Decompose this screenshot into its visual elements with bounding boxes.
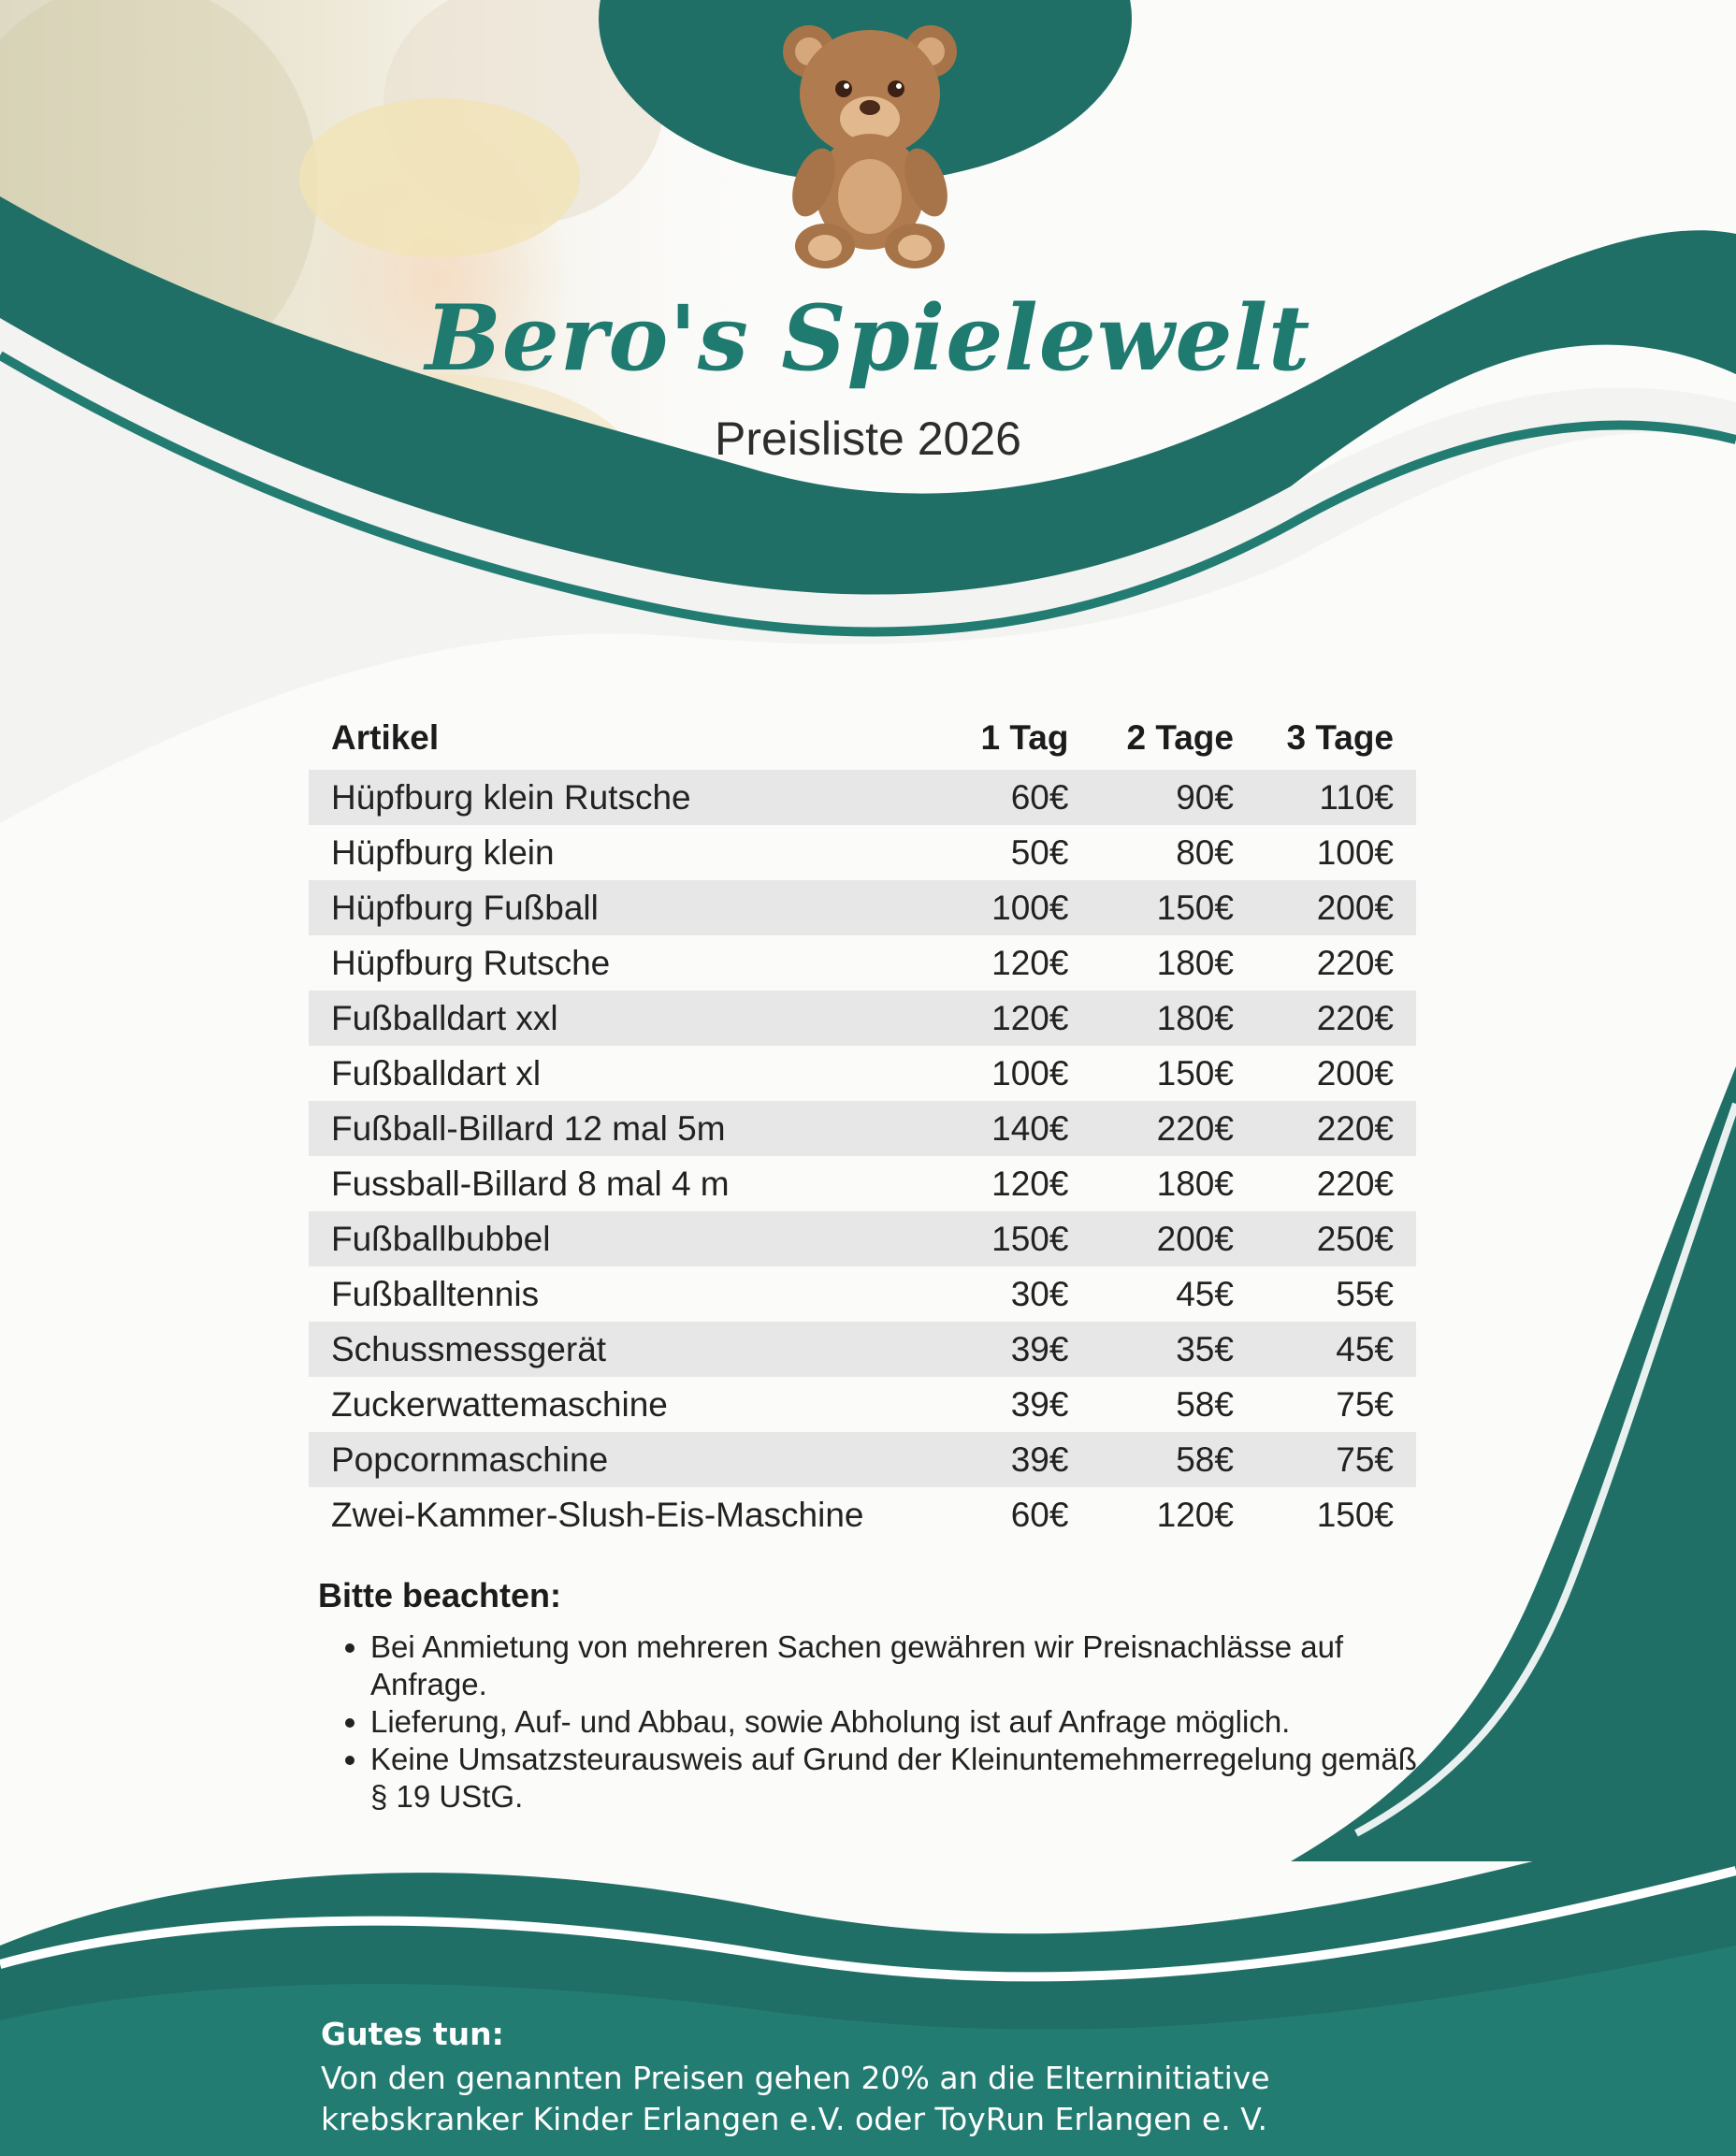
price-table — [309, 706, 1416, 1542]
table-row — [309, 991, 1416, 1046]
item-name: Hüpfburg klein Rutsche — [309, 770, 950, 825]
price-3-days: 220€ — [1316, 1164, 1394, 1203]
price-2-days: 35€ — [1068, 1322, 1234, 1377]
item-name: Zuckerwattemaschine — [331, 1384, 668, 1424]
price-2-days: 200€ — [1068, 1211, 1234, 1266]
table-row — [309, 1046, 1416, 1101]
charity-section — [321, 2016, 1630, 2140]
item-name: Fußballtennis — [331, 1274, 540, 1313]
price-1-day: 120€ — [991, 943, 1069, 982]
item-name: Zwei-Kammer-Slush-Eis-Maschine — [331, 1495, 864, 1534]
price-3-days: 55€ — [1336, 1274, 1394, 1313]
price-3-days: 45€ — [1234, 1322, 1416, 1377]
table-row — [309, 880, 1416, 935]
price-1-day: 120€ — [950, 991, 1068, 1046]
price-2-days: 150€ — [1068, 880, 1234, 935]
item-name: Schussmessgerät — [309, 1322, 950, 1377]
column-header-1-tag: 1 Tag — [980, 718, 1069, 757]
price-2-days: 80€ — [1176, 832, 1234, 872]
price-1-day: 100€ — [991, 1053, 1069, 1092]
price-2-days: 90€ — [1068, 770, 1234, 825]
teddy-bear-illustration — [767, 14, 973, 276]
price-3-days: 220€ — [1234, 991, 1416, 1046]
price-2-days: 58€ — [1068, 1432, 1234, 1487]
column-header-3-tage: 3 Tage — [1286, 718, 1394, 757]
price-2-days: 180€ — [1156, 943, 1234, 982]
price-2-days: 150€ — [1156, 1053, 1234, 1092]
price-1-day: 100€ — [950, 880, 1068, 935]
table-row — [309, 1211, 1416, 1266]
price-2-days: 120€ — [1156, 1495, 1234, 1534]
price-3-days: 200€ — [1316, 1053, 1394, 1092]
list-item: • Lieferung, Auf- und Abbau, sowie Abholung ist auf Anfrage möglich. — [370, 1703, 1440, 1741]
table-header-row — [309, 706, 1416, 770]
table-row — [309, 1377, 1416, 1432]
item-name: Fußballdart xl — [331, 1053, 542, 1092]
price-1-day: 30€ — [1010, 1274, 1069, 1313]
table-row — [309, 1487, 1416, 1542]
price-3-days: 75€ — [1336, 1384, 1394, 1424]
notes-section — [318, 1576, 1440, 1816]
charity-title: Gutes tun: — [321, 2016, 504, 2052]
list-item: • Keine Umsatzsteurausweis auf Grund der Kleinuntemehmerregelung gemäß § 19 UStG. — [370, 1741, 1440, 1816]
price-3-days: 250€ — [1234, 1211, 1416, 1266]
price-3-days: 110€ — [1234, 770, 1416, 825]
item-name: Fußball-Billard 12 mal 5m — [309, 1101, 950, 1156]
price-3-days: 150€ — [1316, 1495, 1394, 1534]
table-row — [309, 1322, 1416, 1377]
notes-list — [318, 1628, 1440, 1816]
price-3-days: 220€ — [1316, 943, 1394, 982]
item-name: Hüpfburg Fußball — [309, 880, 950, 935]
price-3-days: 200€ — [1234, 880, 1416, 935]
table-row — [309, 1156, 1416, 1211]
table-row — [309, 825, 1416, 880]
item-name: Fußballdart xxl — [309, 991, 950, 1046]
price-3-days: 100€ — [1316, 832, 1394, 872]
price-2-days: 58€ — [1176, 1384, 1234, 1424]
notes-title: Bitte beachten: — [318, 1576, 562, 1614]
price-2-days: 220€ — [1068, 1101, 1234, 1156]
table-row — [309, 770, 1416, 825]
item-name: Popcornmaschine — [309, 1432, 950, 1487]
table-row — [309, 1101, 1416, 1156]
item-name: Hüpfburg Rutsche — [331, 943, 611, 982]
table-row — [309, 1432, 1416, 1487]
price-3-days: 75€ — [1234, 1432, 1416, 1487]
item-name: Fußballbubbel — [309, 1211, 950, 1266]
price-1-day: 120€ — [991, 1164, 1069, 1203]
price-2-days: 180€ — [1068, 991, 1234, 1046]
price-1-day: 39€ — [950, 1432, 1068, 1487]
brand-title: Bero's Spielewelt — [425, 285, 1311, 391]
price-1-day: 50€ — [1010, 832, 1069, 872]
column-header-2-tage: 2 Tage — [1126, 718, 1234, 757]
table-row — [309, 1266, 1416, 1322]
item-name: Hüpfburg klein — [331, 832, 555, 872]
charity-text: Von den genannten Preisen gehen 20% an die Elterninitiative krebskranker Kinder Erlangen e.V. oder ToyRun Erlangen e. V. — [321, 2060, 1270, 2137]
price-1-day: 140€ — [950, 1101, 1068, 1156]
price-2-days: 180€ — [1156, 1164, 1234, 1203]
price-3-days: 220€ — [1234, 1101, 1416, 1156]
price-1-day: 39€ — [1010, 1384, 1069, 1424]
price-1-day: 39€ — [950, 1322, 1068, 1377]
item-name: Fussball-Billard 8 mal 4 m — [331, 1164, 730, 1203]
list-item: • Bei Anmietung von mehreren Sachen gewähren wir Preisnachlässe auf Anfrage. — [370, 1628, 1440, 1703]
page-subtitle: Preisliste 2026 — [715, 412, 1021, 465]
price-1-day: 60€ — [1010, 1495, 1069, 1534]
table-row — [309, 935, 1416, 991]
column-header-artikel: Artikel — [331, 718, 440, 757]
price-1-day: 150€ — [950, 1211, 1068, 1266]
price-2-days: 45€ — [1176, 1274, 1234, 1313]
price-1-day: 60€ — [950, 770, 1068, 825]
